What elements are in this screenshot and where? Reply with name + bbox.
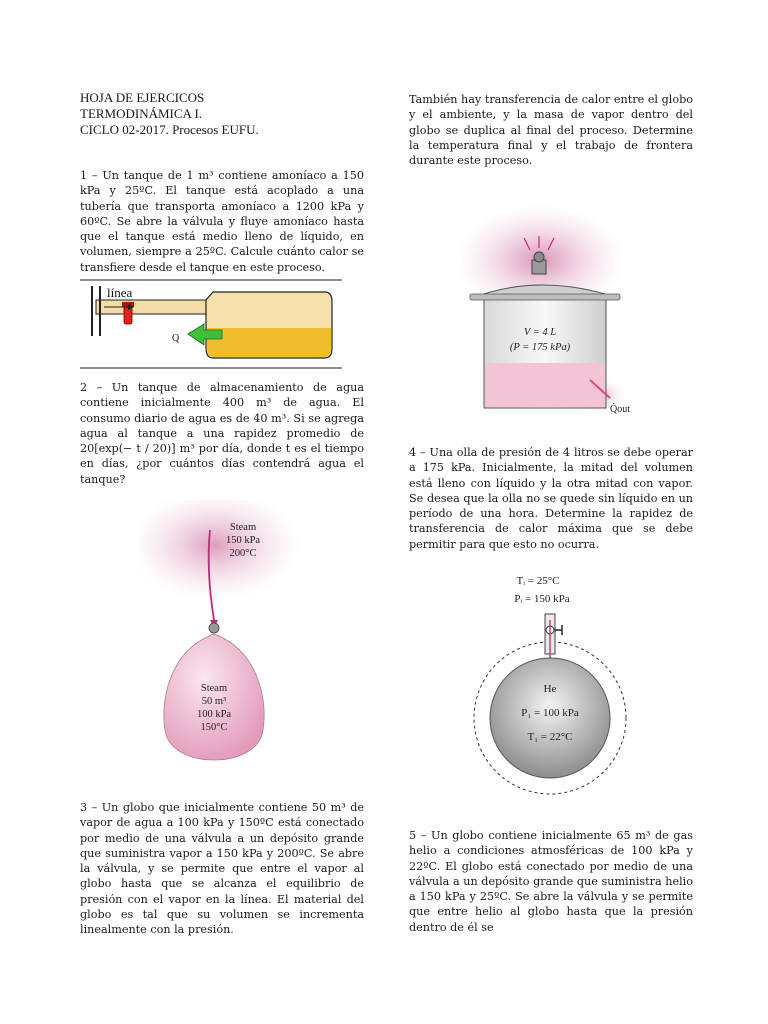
problem-5 bbox=[409, 828, 693, 935]
figure-steam-balloon bbox=[140, 500, 310, 790]
gas-label: He bbox=[543, 683, 557, 695]
balloon-volume: 50 m³ bbox=[201, 696, 227, 707]
pot-pressure: (P = 175 kPa) bbox=[509, 342, 571, 353]
problem-2 bbox=[80, 380, 364, 487]
problem-5-text: 5 – Un globo contiene inicialmente 65 m³ de gas helio a condiciones atmosféricas de 100 kPa y 22ºC. El globo está conectado por medio de una válvula a un depósito grande que suministra helio a 150 kPa y 25ºC. Se abre la válvula y se permite que entre helio al globo hasta que la presión dentro de él se bbox=[409, 829, 693, 934]
figure-tank-line bbox=[80, 278, 342, 370]
supply-pressure: Pᵢ = 150 kPa bbox=[514, 593, 570, 605]
problem-3 bbox=[80, 800, 364, 938]
balloon-pressure: 100 kPa bbox=[196, 709, 232, 720]
problem-3-continued-text: También hay transferencia de calor entre el globo y el ambiente, y la masa de vapor dentro del globo se duplica al final del proceso. Determine la temperatura final y el trabajo de frontera durante este proceso. bbox=[409, 93, 693, 168]
problem-1-text: 1 – Un tanque de 1 m³ contiene amoníaco a 150 kPa y 25ºC. El tanque está acoplado a una tubería que transporta amoníaco a 1200 kPa y 60ºC. Se abre la válvula y fluye amoníaco hasta que el tanque está medio lleno de líquido, en volumen, siempre a 25ºC. Calcule cuánto calor se transfiere desde el tanque en este proceso. bbox=[80, 169, 364, 274]
header-subject: TERMODINÁMICA I. bbox=[80, 106, 203, 121]
pot-volume: V = 4 L bbox=[523, 327, 557, 338]
problem-3-text: 3 – Un globo que inicialmente contiene 50 m³ de vapor de agua a 100 kPa y 150ºC está conectado por medio de una válvula a un depósito grande que suministra vapor a 150 kPa y 200ºC. Se abre la válvula, y se permite que entre el vapor al globo hasta que se alcanza el equilibrio de presión con el vapor en la línea. El material del globo es tal que su volumen se incrementa linealmente con la presión. bbox=[80, 801, 364, 937]
heat-out-label: Q̇out bbox=[610, 404, 630, 415]
supply-temp: Tᵢ = 25°C bbox=[516, 575, 560, 587]
initial-pressure: P₁ = 100 kPa bbox=[521, 707, 579, 719]
problem-2-text: 2 – Un tanque de almacenamiento de agua contiene inicialmente 400 m³ de agua. El consumo diario de agua es de 40 m³. Si se agrega agua al tanque a una rapidez promedio de 20[exp(− t / 20)] m³ por día, donde t es el tiempo en días, ¿por cuántos días contendrá agua el tanque? bbox=[80, 381, 364, 486]
steam-in-pressure: 150 kPa bbox=[225, 535, 261, 546]
problem-4-text: 4 – Una olla de presión de 4 litros se debe operar a 175 kPa. Inicialmente, la mitad del volumen está lleno con líquido y la otra mitad con vapor. Se desea que la olla no se quede sin líquido en un período de una hora. Determine la rapidez de transferencia de calor máxima que se debe permitir para que esto no ocurra. bbox=[409, 446, 693, 551]
problem-4 bbox=[409, 445, 693, 552]
figure-pressure-cooker bbox=[460, 190, 640, 420]
figure-helium-balloon bbox=[470, 568, 630, 798]
line-label: línea bbox=[107, 285, 133, 300]
steam-in-label: Steam bbox=[229, 522, 257, 533]
heat-label: Q bbox=[172, 333, 180, 344]
balloon-temp: 150°C bbox=[200, 722, 228, 733]
sheet-header bbox=[80, 90, 259, 138]
initial-temp: T₁ = 22°C bbox=[527, 731, 573, 743]
steam-in-temp: 200°C bbox=[229, 548, 257, 559]
header-title: HOJA DE EJERCICOS bbox=[80, 90, 205, 105]
problem-3-continued bbox=[409, 92, 693, 168]
balloon-label: Steam bbox=[200, 683, 228, 694]
header-cycle: CICLO 02-2017. Procesos EUFU. bbox=[80, 122, 259, 137]
problem-1 bbox=[80, 168, 364, 275]
